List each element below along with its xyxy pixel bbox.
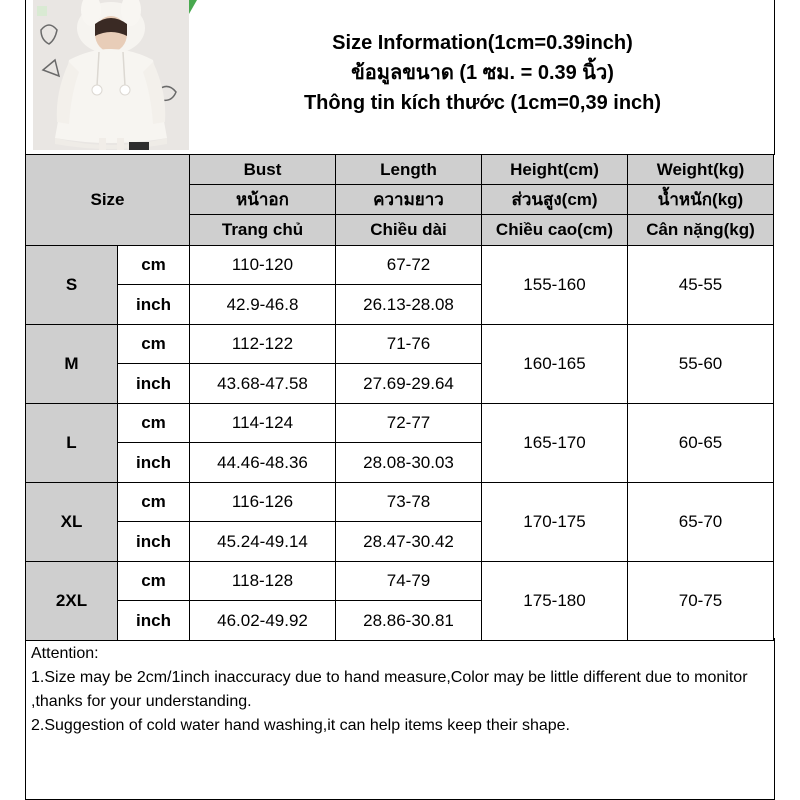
- column-header-height-th: ส่วนสูง(cm): [482, 185, 628, 215]
- size-label: M: [26, 325, 118, 404]
- bust-cm: 116-126: [190, 483, 336, 522]
- unit-cm: cm: [118, 325, 190, 364]
- column-header-length-vi: Chiều dài: [336, 215, 482, 246]
- bust-inch: 44.46-48.36: [190, 443, 336, 483]
- unit-cm: cm: [118, 483, 190, 522]
- green-accent-icon: [189, 0, 197, 14]
- weight-value: 65-70: [628, 483, 774, 562]
- table-row: [26, 562, 774, 601]
- unit-cm: cm: [118, 562, 190, 601]
- table-row: [26, 404, 774, 443]
- size-label: S: [26, 246, 118, 325]
- product-photo: [33, 0, 189, 150]
- column-header-length-en: Length: [336, 155, 482, 185]
- title-block: [190, 28, 775, 118]
- bust-inch: 46.02-49.92: [190, 601, 336, 641]
- length-cm: 67-72: [336, 246, 482, 285]
- height-value: 175-180: [482, 562, 628, 641]
- attention-note-2: 2.Suggestion of cold water hand washing,it can help items keep their shape.: [31, 717, 570, 734]
- unit-inch: inch: [118, 601, 190, 641]
- attention-note-1: 1.Size may be 2cm/1inch inaccuracy due to hand measure,Color may be little different due to monitor ,thanks for your understanding.: [31, 669, 748, 710]
- bust-inch: 43.68-47.58: [190, 364, 336, 404]
- length-cm: 72-77: [336, 404, 482, 443]
- length-inch: 27.69-29.64: [336, 364, 482, 404]
- column-header-bust-en: Bust: [190, 155, 336, 185]
- unit-cm: cm: [118, 404, 190, 443]
- height-value: 160-165: [482, 325, 628, 404]
- unit-inch: inch: [118, 364, 190, 404]
- size-label: 2XL: [26, 562, 118, 641]
- column-header-weight-en: Weight(kg): [628, 155, 774, 185]
- bust-inch: 42.9-46.8: [190, 285, 336, 325]
- attention-heading: Attention:: [31, 645, 99, 662]
- height-value: 155-160: [482, 246, 628, 325]
- size-header: Size: [26, 155, 190, 246]
- size-table: [25, 154, 774, 641]
- column-header-bust-th: หน้าอก: [190, 185, 336, 215]
- table-row: [26, 325, 774, 364]
- unit-cm: cm: [118, 246, 190, 285]
- bust-cm: 118-128: [190, 562, 336, 601]
- weight-value: 55-60: [628, 325, 774, 404]
- attention-panel: [25, 638, 775, 800]
- unit-inch: inch: [118, 285, 190, 325]
- bust-cm: 114-124: [190, 404, 336, 443]
- weight-value: 45-55: [628, 246, 774, 325]
- column-header-bust-vi: Trang chủ: [190, 215, 336, 246]
- table-row: [26, 246, 774, 285]
- length-inch: 26.13-28.08: [336, 285, 482, 325]
- column-header-height-en: Height(cm): [482, 155, 628, 185]
- bust-cm: 110-120: [190, 246, 336, 285]
- column-header-weight-vi: Cân nặng(kg): [628, 215, 774, 246]
- title-thai: ข้อมูลขนาด (1 ซม. = 0.39 นิ้ว): [351, 62, 614, 84]
- length-cm: 71-76: [336, 325, 482, 364]
- bust-cm: 112-122: [190, 325, 336, 364]
- height-value: 170-175: [482, 483, 628, 562]
- unit-inch: inch: [118, 443, 190, 483]
- table-row: [26, 483, 774, 522]
- length-inch: 28.47-30.42: [336, 522, 482, 562]
- size-label: L: [26, 404, 118, 483]
- weight-value: 60-65: [628, 404, 774, 483]
- length-cm: 74-79: [336, 562, 482, 601]
- bust-inch: 45.24-49.14: [190, 522, 336, 562]
- length-inch: 28.86-30.81: [336, 601, 482, 641]
- size-label: XL: [26, 483, 118, 562]
- weight-value: 70-75: [628, 562, 774, 641]
- unit-inch: inch: [118, 522, 190, 562]
- title-vietnamese: Thông tin kích thước (1cm=0,39 inch): [303, 92, 662, 114]
- title-english: Size Information(1cm=0.39inch): [332, 32, 633, 54]
- column-header-length-th: ความยาว: [336, 185, 482, 215]
- length-cm: 73-78: [336, 483, 482, 522]
- column-header-weight-th: น้ำหนัก(kg): [628, 185, 774, 215]
- length-inch: 28.08-30.03: [336, 443, 482, 483]
- column-header-height-vi: Chiều cao(cm): [482, 215, 628, 246]
- height-value: 165-170: [482, 404, 628, 483]
